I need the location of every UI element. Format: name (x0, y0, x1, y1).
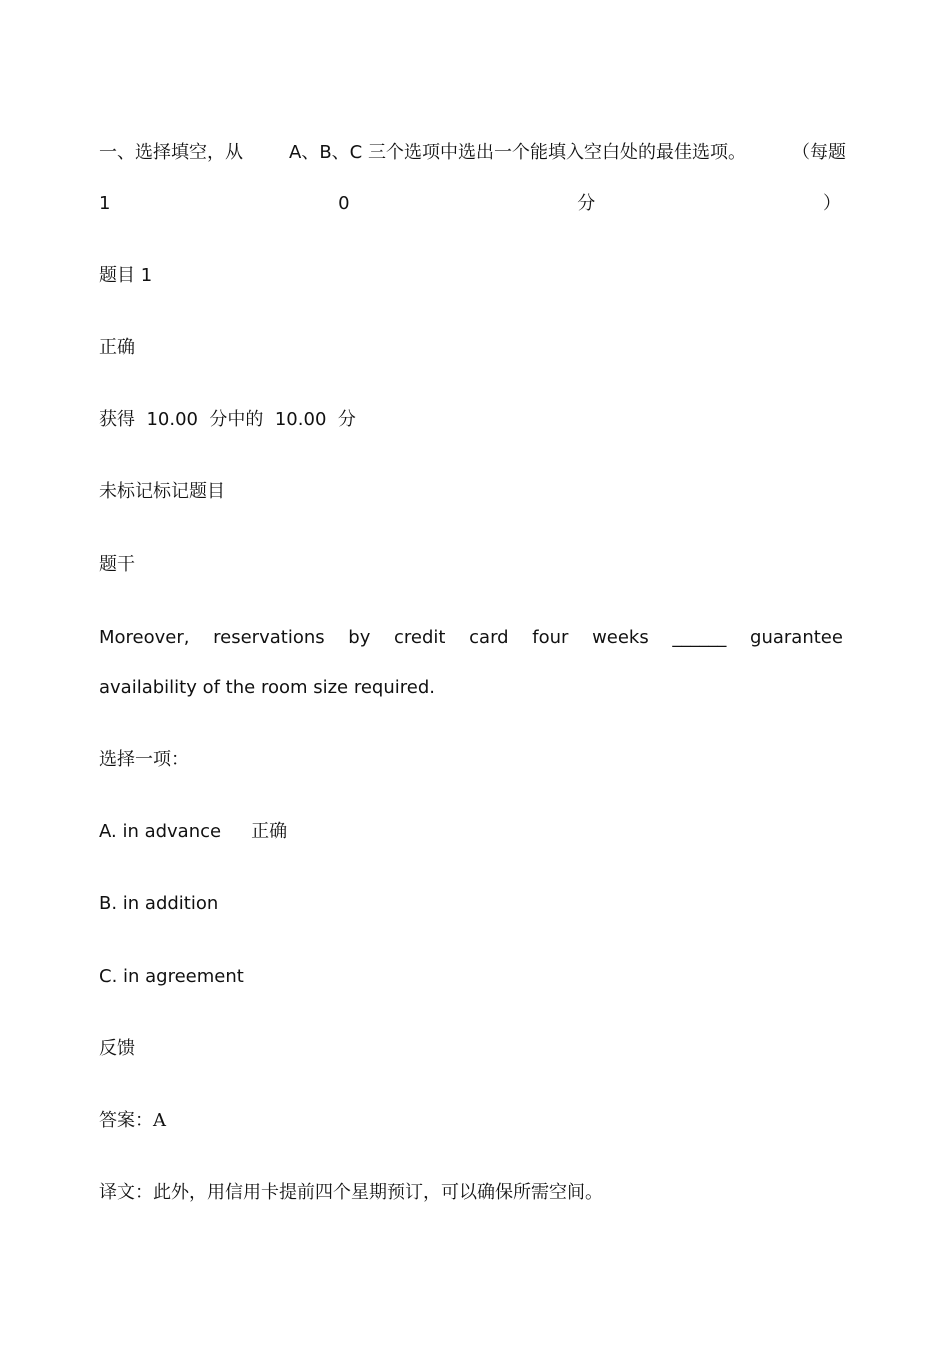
feedback-label: 反馈 (99, 1038, 135, 1059)
stem-label: 题干 (99, 554, 135, 575)
instruction-part: 0 (338, 193, 350, 214)
instruction-part: （每题 (791, 142, 846, 163)
stem-word: guarantee (750, 627, 843, 648)
instruction-part: A、B、C 三个选项中选出一个能填入空白处的最佳选项。 (289, 142, 746, 163)
option-b-label[interactable]: B. in addition (99, 893, 219, 914)
option-c-label[interactable]: C. in agreement (99, 966, 244, 987)
answer-text: 答案：A (99, 1110, 166, 1131)
stem-word: weeks (592, 627, 649, 648)
option-a[interactable] (99, 820, 287, 844)
translation-text: 译文：此外，用信用卡提前四个星期预订，可以确保所需空间。 (99, 1182, 603, 1203)
instruction-line-1 (99, 141, 846, 165)
option-c[interactable] (99, 965, 244, 989)
option-a-correct-mark: 正确 (251, 821, 288, 842)
question-stem-line-1 (99, 626, 843, 650)
stem-word: by (348, 627, 371, 648)
choose-prompt: 选择一项： (99, 749, 189, 770)
instruction-part: 分 (577, 193, 596, 214)
instruction-part: 1 (99, 193, 111, 214)
stem-word: four (532, 627, 569, 648)
question-number: 题目 1 (99, 265, 153, 286)
option-a-label[interactable]: A. in advance (99, 821, 222, 842)
option-b[interactable] (99, 892, 218, 916)
stem-word: reservations (213, 627, 325, 648)
question-stem-line-2: availability of the room size required. (99, 677, 435, 698)
instruction-part: 一、选择填空，从 (99, 142, 243, 163)
instruction-part: ） (822, 193, 841, 214)
question-status: 正确 (99, 337, 135, 358)
instruction-line-2 (99, 192, 841, 216)
stem-word: card (469, 627, 509, 648)
question-score: 获得 10.00 分中的 10.00 分 (99, 409, 356, 430)
stem-word: Moreover, (99, 627, 190, 648)
stem-word: credit (394, 627, 446, 648)
stem-blank: ______ (672, 627, 727, 648)
flag-question-link[interactable]: 未标记标记题目 (99, 481, 225, 502)
